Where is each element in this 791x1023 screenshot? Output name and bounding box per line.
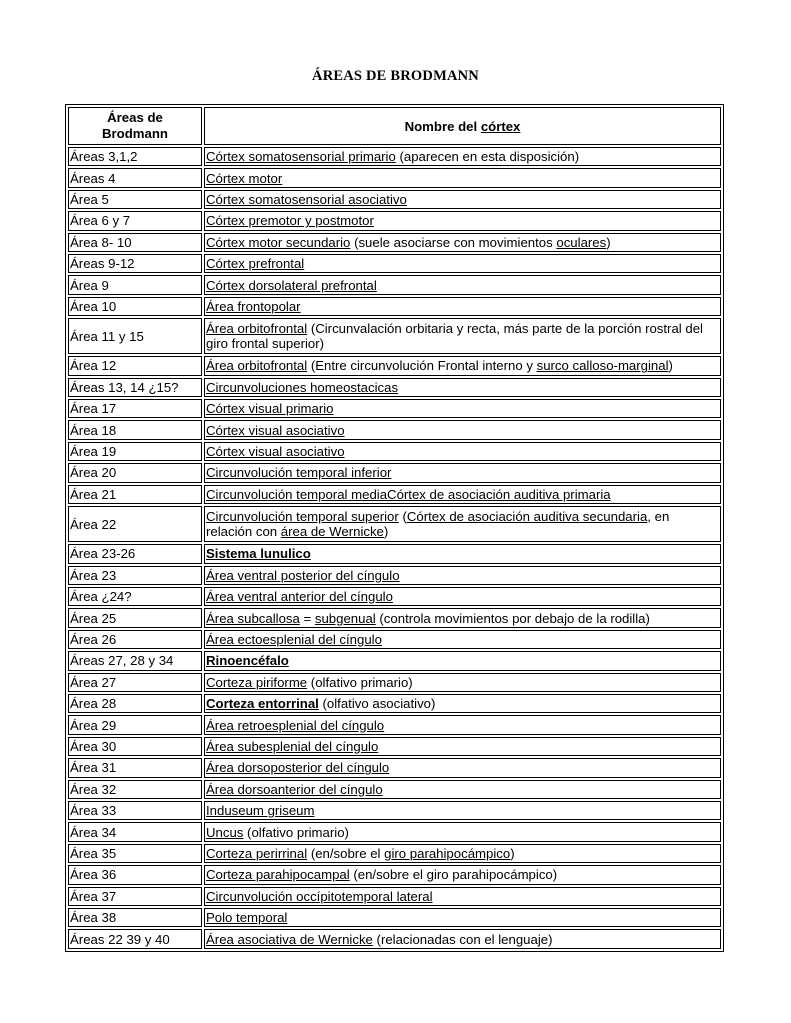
table-row: [68, 147, 721, 166]
cortex-name-cell: [204, 318, 721, 354]
cortex-link[interactable]: Córtex prefrontal: [206, 256, 305, 272]
cortex-name-cell: [204, 506, 721, 542]
area-cell: Área 9: [68, 275, 202, 294]
cortex-name-cell: [204, 233, 721, 252]
table-row: [68, 587, 721, 606]
cortex-link[interactable]: Área asociativa de Wernicke: [206, 931, 373, 947]
cortex-note: (Circunvalación orbitaria y recta, más parte de la porción rostral del giro frontal superior): [206, 321, 703, 352]
cortex-note: (controla movimientos por debajo de la rodilla): [375, 610, 650, 626]
table-row: [68, 544, 721, 563]
cortex-link[interactable]: oculares: [556, 234, 607, 250]
cortex-link[interactable]: subgenual: [314, 610, 376, 626]
area-cell: Área 34: [68, 822, 202, 841]
area-cell: Áreas 9-12: [68, 254, 202, 273]
cortex-name-cell: [204, 147, 721, 166]
table-row: [68, 887, 721, 906]
area-cell: Área ¿24?: [68, 587, 202, 606]
header-nombre: [204, 107, 721, 145]
table-row: [68, 630, 721, 649]
cortex-link[interactable]: Corteza piriforme: [206, 674, 308, 690]
cortex-link[interactable]: Polo temporal: [206, 910, 288, 926]
area-cell: Áreas 4: [68, 168, 202, 187]
cortex-link[interactable]: Área ventral posterior del cíngulo: [206, 567, 400, 583]
cortex-name-cell: [204, 651, 721, 670]
header-nombre-prefix: Nombre del: [404, 118, 481, 134]
cortex-link[interactable]: Área dorsoanterior del cíngulo: [206, 781, 383, 797]
table-row: [68, 442, 721, 461]
cortex-name-cell: [204, 211, 721, 230]
table-row: [68, 420, 721, 439]
cortex-name-cell: [204, 463, 721, 482]
area-cell: Área 21: [68, 485, 202, 504]
cortex-note: ): [383, 524, 389, 540]
table-row: [68, 463, 721, 482]
table-row: [68, 297, 721, 316]
header-areas-line2: Brodmann: [102, 126, 168, 141]
table-row: [68, 822, 721, 841]
area-cell: Área 12: [68, 356, 202, 375]
cortex-note: (relacionadas con el lenguaje): [372, 931, 553, 947]
cortex-link[interactable]: Córtex visual asociativo: [206, 422, 345, 438]
cortex-link[interactable]: Córtex motor: [206, 170, 283, 186]
cortex-link[interactable]: Córtex somatosensorial primario: [206, 149, 396, 165]
cortex-name-cell: [204, 758, 721, 777]
cortex-note: (olfativo primario): [243, 824, 349, 840]
table-row: [68, 190, 721, 209]
area-cell: Áreas 3,1,2: [68, 147, 202, 166]
area-cell: Área 37: [68, 887, 202, 906]
cortex-link[interactable]: córtex: [480, 118, 521, 134]
cortex-note: =: [299, 610, 315, 626]
area-cell: Área 31: [68, 758, 202, 777]
area-cell: Áreas 22 39 y 40: [68, 929, 202, 949]
table-row: [68, 506, 721, 542]
cortex-link[interactable]: Córtex somatosensorial asociativo: [206, 192, 407, 208]
area-cell: Área 18: [68, 420, 202, 439]
cortex-link[interactable]: giro parahipocámpico: [384, 845, 511, 861]
table-row: [68, 651, 721, 670]
area-cell: Área 32: [68, 780, 202, 799]
area-cell: Área 28: [68, 694, 202, 713]
area-cell: Área 10: [68, 297, 202, 316]
table-row: [68, 865, 721, 884]
cortex-note: ): [668, 358, 673, 374]
table-row: [68, 780, 721, 799]
area-cell: Área 33: [68, 801, 202, 820]
area-cell: Área 23: [68, 566, 202, 585]
table-header-row: [68, 107, 721, 145]
table-row: [68, 485, 721, 504]
cortex-link[interactable]: Rinoencéfalo: [206, 653, 289, 669]
cortex-note: (olfativo primario): [307, 674, 413, 690]
header-areas: [68, 107, 202, 145]
cortex-link[interactable]: Circunvolución temporal mediaCórtex de asociación auditiva primaria: [206, 486, 611, 502]
table-row: [68, 737, 721, 756]
cortex-name-cell: [204, 630, 721, 649]
cortex-name-cell: [204, 544, 721, 563]
cortex-name-cell: [204, 356, 721, 375]
table-row: [68, 168, 721, 187]
cortex-note: ): [606, 234, 611, 250]
area-cell: Área 11 y 15: [68, 318, 202, 354]
cortex-note: (en/sobre el giro parahipocámpico): [349, 867, 558, 883]
cortex-link[interactable]: surco calloso-marginal: [536, 358, 669, 374]
cortex-name-cell: [204, 420, 721, 439]
area-cell: Áreas 13, 14 ¿15?: [68, 378, 202, 397]
cortex-link[interactable]: Córtex de asociación auditiva secundaria: [406, 509, 648, 525]
cortex-link[interactable]: Sistema lunulico: [206, 546, 311, 562]
cortex-link[interactable]: Área subcallosa: [206, 610, 300, 626]
area-cell: Área 25: [68, 608, 202, 627]
cortex-name-cell: [204, 929, 721, 949]
table-row: [68, 673, 721, 692]
brodmann-table: [66, 105, 723, 951]
cortex-link[interactable]: Córtex premotor y postmotor: [206, 213, 374, 229]
cortex-link[interactable]: Circunvolución temporal superior: [206, 509, 399, 525]
cortex-link[interactable]: Circunvoluciones homeostacicas: [206, 379, 399, 395]
header-areas-line1: Áreas de: [107, 110, 163, 125]
cortex-name-cell: [204, 297, 721, 316]
cortex-name-cell: [204, 168, 721, 187]
brodmann-table-frame: [65, 104, 724, 952]
cortex-name-cell: [204, 844, 721, 863]
cortex-link[interactable]: Uncus: [206, 824, 244, 840]
cortex-name-cell: [204, 378, 721, 397]
area-cell: Área 17: [68, 399, 202, 418]
cortex-link[interactable]: Área orbitofrontal: [206, 358, 308, 374]
cortex-name-cell: [204, 485, 721, 504]
cortex-name-cell: [204, 566, 721, 585]
area-cell: Área 8- 10: [68, 233, 202, 252]
area-cell: Área 29: [68, 715, 202, 734]
cortex-link[interactable]: Área ventral anterior del cíngulo: [206, 589, 393, 605]
table-row: [68, 758, 721, 777]
cortex-name-cell: [204, 608, 721, 627]
cortex-name-cell: [204, 275, 721, 294]
cortex-name-cell: [204, 254, 721, 273]
cortex-link[interactable]: Área ectoesplenial del cíngulo: [206, 631, 382, 647]
table-row: [68, 566, 721, 585]
cortex-name-cell: [204, 399, 721, 418]
area-cell: Área 5: [68, 190, 202, 209]
cortex-note: ): [510, 845, 515, 861]
area-cell: Área 26: [68, 630, 202, 649]
cortex-link[interactable]: Área orbitofrontal: [206, 321, 308, 337]
cortex-link[interactable]: área de Wernicke: [280, 524, 384, 540]
cortex-link[interactable]: Corteza entorrinal: [206, 696, 319, 712]
cortex-name-cell: [204, 673, 721, 692]
cortex-name-cell: [204, 190, 721, 209]
table-row: [68, 929, 721, 949]
table-body: [68, 147, 721, 949]
cortex-note: (en/sobre el: [307, 845, 385, 861]
area-cell: Área 27: [68, 673, 202, 692]
cortex-name-cell: [204, 908, 721, 927]
cortex-name-cell: [204, 715, 721, 734]
cortex-link[interactable]: Corteza parahipocampal: [206, 867, 350, 883]
area-cell: Áreas 27, 28 y 34: [68, 651, 202, 670]
area-cell: Área 30: [68, 737, 202, 756]
area-cell: Área 38: [68, 908, 202, 927]
cortex-name-cell: [204, 865, 721, 884]
cortex-link[interactable]: Corteza perirrinal: [206, 845, 308, 861]
table-row: [68, 356, 721, 375]
cortex-link[interactable]: Área retroesplenial del cíngulo: [206, 717, 385, 733]
cortex-note: (suele asociarse con movimientos: [350, 234, 557, 250]
table-row: [68, 694, 721, 713]
cortex-note: (: [398, 509, 407, 525]
table-row: [68, 254, 721, 273]
page-title: ÁREAS DE BRODMANN: [312, 68, 479, 84]
cortex-link[interactable]: Área dorsoposterior del cíngulo: [206, 760, 390, 776]
table-row: [68, 844, 721, 863]
cortex-note: , en relación con: [206, 509, 670, 540]
cortex-name-cell: [204, 694, 721, 713]
table-row: [68, 211, 721, 230]
cortex-name-cell: [204, 822, 721, 841]
cortex-name-cell: [204, 587, 721, 606]
table-row: [68, 233, 721, 252]
cortex-name-cell: [204, 887, 721, 906]
cortex-link[interactable]: Circunvolución temporal inferior: [206, 465, 392, 481]
table-row: [68, 399, 721, 418]
area-cell: Área 23-26: [68, 544, 202, 563]
area-cell: Área 22: [68, 506, 202, 542]
area-cell: Área 36: [68, 865, 202, 884]
cortex-note: (olfativo asociativo): [318, 696, 436, 712]
cortex-link[interactable]: Córtex dorsolateral prefrontal: [206, 277, 377, 293]
cortex-link[interactable]: Área frontopolar: [206, 299, 301, 315]
cortex-link[interactable]: Córtex motor secundario: [206, 234, 351, 250]
area-cell: Área 35: [68, 844, 202, 863]
table-row: [68, 715, 721, 734]
cortex-note: (Entre circunvolución Frontal interno y: [307, 358, 537, 374]
area-cell: Área 19: [68, 442, 202, 461]
area-cell: Área 20: [68, 463, 202, 482]
cortex-name-cell: [204, 737, 721, 756]
cortex-name-cell: [204, 442, 721, 461]
table-row: [68, 908, 721, 927]
cortex-name-cell: [204, 780, 721, 799]
cortex-link[interactable]: Córtex visual asociativo: [206, 444, 345, 460]
table-row: [68, 608, 721, 627]
table-row: [68, 378, 721, 397]
area-cell: Área 6 y 7: [68, 211, 202, 230]
table-row: [68, 801, 721, 820]
cortex-link[interactable]: Circunvolución occípitotemporal lateral: [206, 888, 433, 904]
cortex-link[interactable]: Córtex visual primario: [206, 401, 334, 417]
cortex-link[interactable]: Induseum griseum: [206, 803, 315, 819]
table-row: [68, 275, 721, 294]
cortex-link[interactable]: Área subesplenial del cíngulo: [206, 738, 379, 754]
table-row: [68, 318, 721, 354]
cortex-note: (aparecen en esta disposición): [395, 149, 580, 165]
cortex-name-cell: [204, 801, 721, 820]
